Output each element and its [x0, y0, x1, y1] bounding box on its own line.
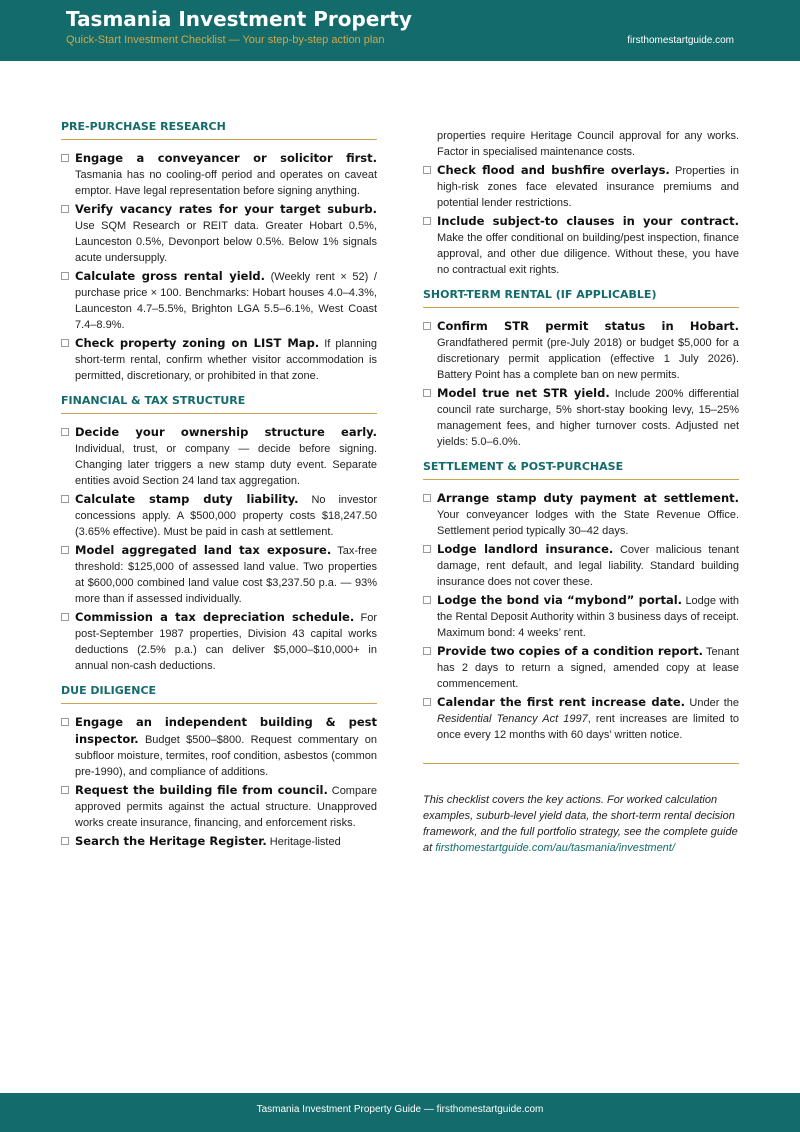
act-title: Residential Tenancy Act 1997: [437, 713, 588, 725]
checkbox-icon[interactable]: [61, 495, 69, 503]
checklist-item[interactable]: [423, 318, 739, 383]
item-body: Tenant has 2 days to return a signed, amended copy at lease commencement.: [437, 646, 739, 690]
page-title: Tasmania Investment Property: [66, 7, 412, 31]
item-lead: Decide your ownership structure early.: [75, 425, 377, 439]
checklist-item[interactable]: [61, 714, 377, 780]
item-body: Tasmania has no cooling-off period and operates on caveat emptor. Have legal representation before signing anything.: [75, 169, 377, 197]
section-heading-settlement: SETTLEMENT & POST-PURCHASE: [423, 460, 739, 480]
right-column: [423, 128, 739, 856]
checkbox-icon[interactable]: [423, 545, 431, 553]
checkbox-icon[interactable]: [61, 613, 69, 621]
guide-link[interactable]: firsthomestartguide.com/au/tasmania/investment/: [435, 842, 675, 854]
item-lead: Verify vacancy rates for your target suburb.: [75, 202, 377, 216]
item-lead: Engage an independent building & pest inspector.: [75, 715, 377, 746]
section-heading-due-diligence: DUE DILIGENCE: [61, 684, 377, 704]
item-body-post: , rent increases are limited to once every 12 months with 60 days’ written notice.: [437, 713, 739, 741]
closing-text: This checklist covers the key actions. For worked calculation examples, suburb-level yield data, the short-term rental decision framework, and the full portfolio strategy, see the complete guide at: [423, 794, 738, 854]
item-lead: Request the building file from council.: [75, 783, 328, 797]
item-body: Compare approved permits against the actual structure. Unapproved works create insurance, financing, and enforcement risks.: [75, 785, 377, 829]
item-body: For post-September 1987 properties, Division 43 capital works deductions (2.5% p.a.) can deliver $5,000–$10,000+ in annual non-cash deductions.: [75, 612, 377, 672]
section-heading-financial: FINANCIAL & TAX STRUCTURE: [61, 394, 377, 414]
checkbox-icon[interactable]: [423, 166, 431, 174]
checklist-item[interactable]: [61, 491, 377, 540]
page-subtitle: Quick-Start Investment Checklist — Your step-by-step action plan: [66, 34, 385, 46]
checkbox-icon[interactable]: [423, 596, 431, 604]
item-lead: Lodge the bond via “mybond” portal.: [437, 593, 683, 607]
checklist-item[interactable]: [423, 592, 739, 641]
item-body: Cover malicious tenant damage, rent default, and legal liability. Standard building insurance does not cover these.: [437, 544, 739, 588]
item-lead: Calendar the first rent increase date.: [437, 695, 686, 709]
checkbox-icon[interactable]: [61, 272, 69, 280]
item-body: Budget $500–$800. Request commentary on subfloor moisture, termites, roof condition, asbestos (common pre-1990), and compliance of additions.: [75, 734, 377, 778]
item-lead: Include subject-to clauses in your contract.: [437, 214, 739, 228]
section-heading-pre-purchase: PRE-PURCHASE RESEARCH: [61, 120, 377, 140]
checklist-item[interactable]: [423, 643, 739, 692]
item-lead: Engage a conveyancer or solicitor first.: [75, 151, 377, 165]
item-lead: Commission a tax depreciation schedule.: [75, 610, 355, 624]
checkbox-icon[interactable]: [423, 322, 431, 330]
header-site-link[interactable]: firsthomestartguide.com: [627, 35, 734, 46]
item-lead: Model true net STR yield.: [437, 386, 610, 400]
checkbox-icon[interactable]: [61, 786, 69, 794]
checklist-item[interactable]: [423, 213, 739, 278]
item-body: Your conveyancer lodges with the State Revenue Office. Settlement period typically 30–42 days.: [437, 509, 739, 537]
checkbox-icon[interactable]: [423, 494, 431, 502]
checklist-item[interactable]: [423, 490, 739, 539]
item-lead: Model aggregated land tax exposure.: [75, 543, 332, 557]
checklist-item[interactable]: [61, 150, 377, 199]
item-body: No investor concessions apply. A $500,000 property costs $18,247.50 (3.65% effective). Must be paid in cash at settlement.: [75, 494, 377, 538]
page-header: [0, 0, 800, 61]
item-lead: Calculate gross rental yield.: [75, 269, 265, 283]
page-footer: [0, 1093, 800, 1132]
checklist-item[interactable]: [61, 268, 377, 333]
item-lead: Check property zoning on LIST Map.: [75, 336, 320, 350]
item-body: Use SQM Research or REIT data. Greater Hobart 0.5%, Launceston 0.5%, Devonport below 0.5%. Below 1% signals acute undersupply.: [75, 220, 377, 264]
left-column: [61, 120, 377, 852]
closing-divider: [423, 763, 739, 764]
item-body: Make the offer conditional on building/pest inspection, finance approval, and other due diligence. Without these, you have no contractual exit rights.: [437, 232, 739, 276]
checkbox-icon[interactable]: [423, 217, 431, 225]
checkbox-icon[interactable]: [61, 718, 69, 726]
checkbox-icon[interactable]: [61, 546, 69, 554]
item-lead: Arrange stamp duty payment at settlement.: [437, 491, 739, 505]
checklist-item[interactable]: [423, 694, 739, 743]
item-body: (Weekly rent × 52) / purchase price × 100. Benchmarks: Hobart houses 4.0–4.3%, Launceston 4.7–5.5%, Brighton LGA 5.5–6.1%, West Coast 7.4–8.9%.: [75, 271, 377, 331]
checklist-item[interactable]: [423, 162, 739, 211]
item-body: Lodge with the Rental Deposit Authority within 3 business days of receipt. Maximum bond: 4 weeks’ rent.: [437, 595, 739, 639]
checkbox-icon[interactable]: [61, 154, 69, 162]
checkbox-icon[interactable]: [61, 205, 69, 213]
checkbox-icon[interactable]: [423, 389, 431, 397]
item-lead: Confirm STR permit status in Hobart.: [437, 319, 739, 333]
item-body: Grandfathered permit (pre-July 2018) or budget $5,000 for a discretionary permit application (effective 1 July 2026). Battery Point has a complete ban on new permits.: [437, 337, 739, 381]
section-heading-str: SHORT-TERM RENTAL (IF APPLICABLE): [423, 288, 739, 308]
closing-note: [423, 792, 739, 856]
checklist-item[interactable]: [61, 335, 377, 384]
item-body-pre: Under the: [689, 697, 740, 709]
item-body: If planning short-term rental, confirm whether visitor accommodation is permitted, discretionary, or prohibited in that zone.: [75, 338, 377, 382]
checklist-item[interactable]: [61, 833, 377, 850]
checklist-item[interactable]: [61, 424, 377, 489]
checklist-item[interactable]: [61, 542, 377, 607]
item-continuation: properties require Heritage Council approval for any works. Factor in specialised maintenance costs.: [437, 130, 739, 158]
checkbox-icon[interactable]: [61, 339, 69, 347]
checklist-item[interactable]: [61, 201, 377, 266]
item-body: Heritage-listed: [269, 836, 341, 848]
item-lead: Lodge landlord insurance.: [437, 542, 614, 556]
item-lead: Check flood and bushfire overlays.: [437, 163, 670, 177]
item-body: Tax-free threshold: $125,000 of assessed land value. Two properties at $600,000 combined land value cost $3,237.50 p.a. — 93% more than if assessed individually.: [75, 545, 377, 605]
item-lead: Provide two copies of a condition report.: [437, 644, 704, 658]
checklist-item[interactable]: [61, 609, 377, 674]
checklist-item[interactable]: [423, 541, 739, 590]
item-body: Individual, trust, or company — decide before signing. Changing later triggers a new stamp duty event. Separate entities avoid Section 24 land tax aggregation.: [75, 443, 377, 487]
checkbox-icon[interactable]: [423, 647, 431, 655]
item-lead: Search the Heritage Register.: [75, 834, 267, 848]
checkbox-icon[interactable]: [423, 698, 431, 706]
checklist-item[interactable]: [423, 385, 739, 450]
footer-text: Tasmania Investment Property Guide — firsthomestartguide.com: [256, 1104, 544, 1115]
item-body: Include 200% differential council rate surcharge, 5% short-stay booking levy, 15–25% management fees, and higher turnover costs. Adjusted net yields: 5.0–6.0%.: [437, 388, 739, 448]
item-lead: Calculate stamp duty liability.: [75, 492, 299, 506]
checklist-item[interactable]: [61, 782, 377, 831]
checkbox-icon[interactable]: [61, 837, 69, 845]
item-body: Properties in high-risk zones face elevated insurance premiums and potential lender restrictions.: [437, 165, 739, 209]
checkbox-icon[interactable]: [61, 428, 69, 436]
